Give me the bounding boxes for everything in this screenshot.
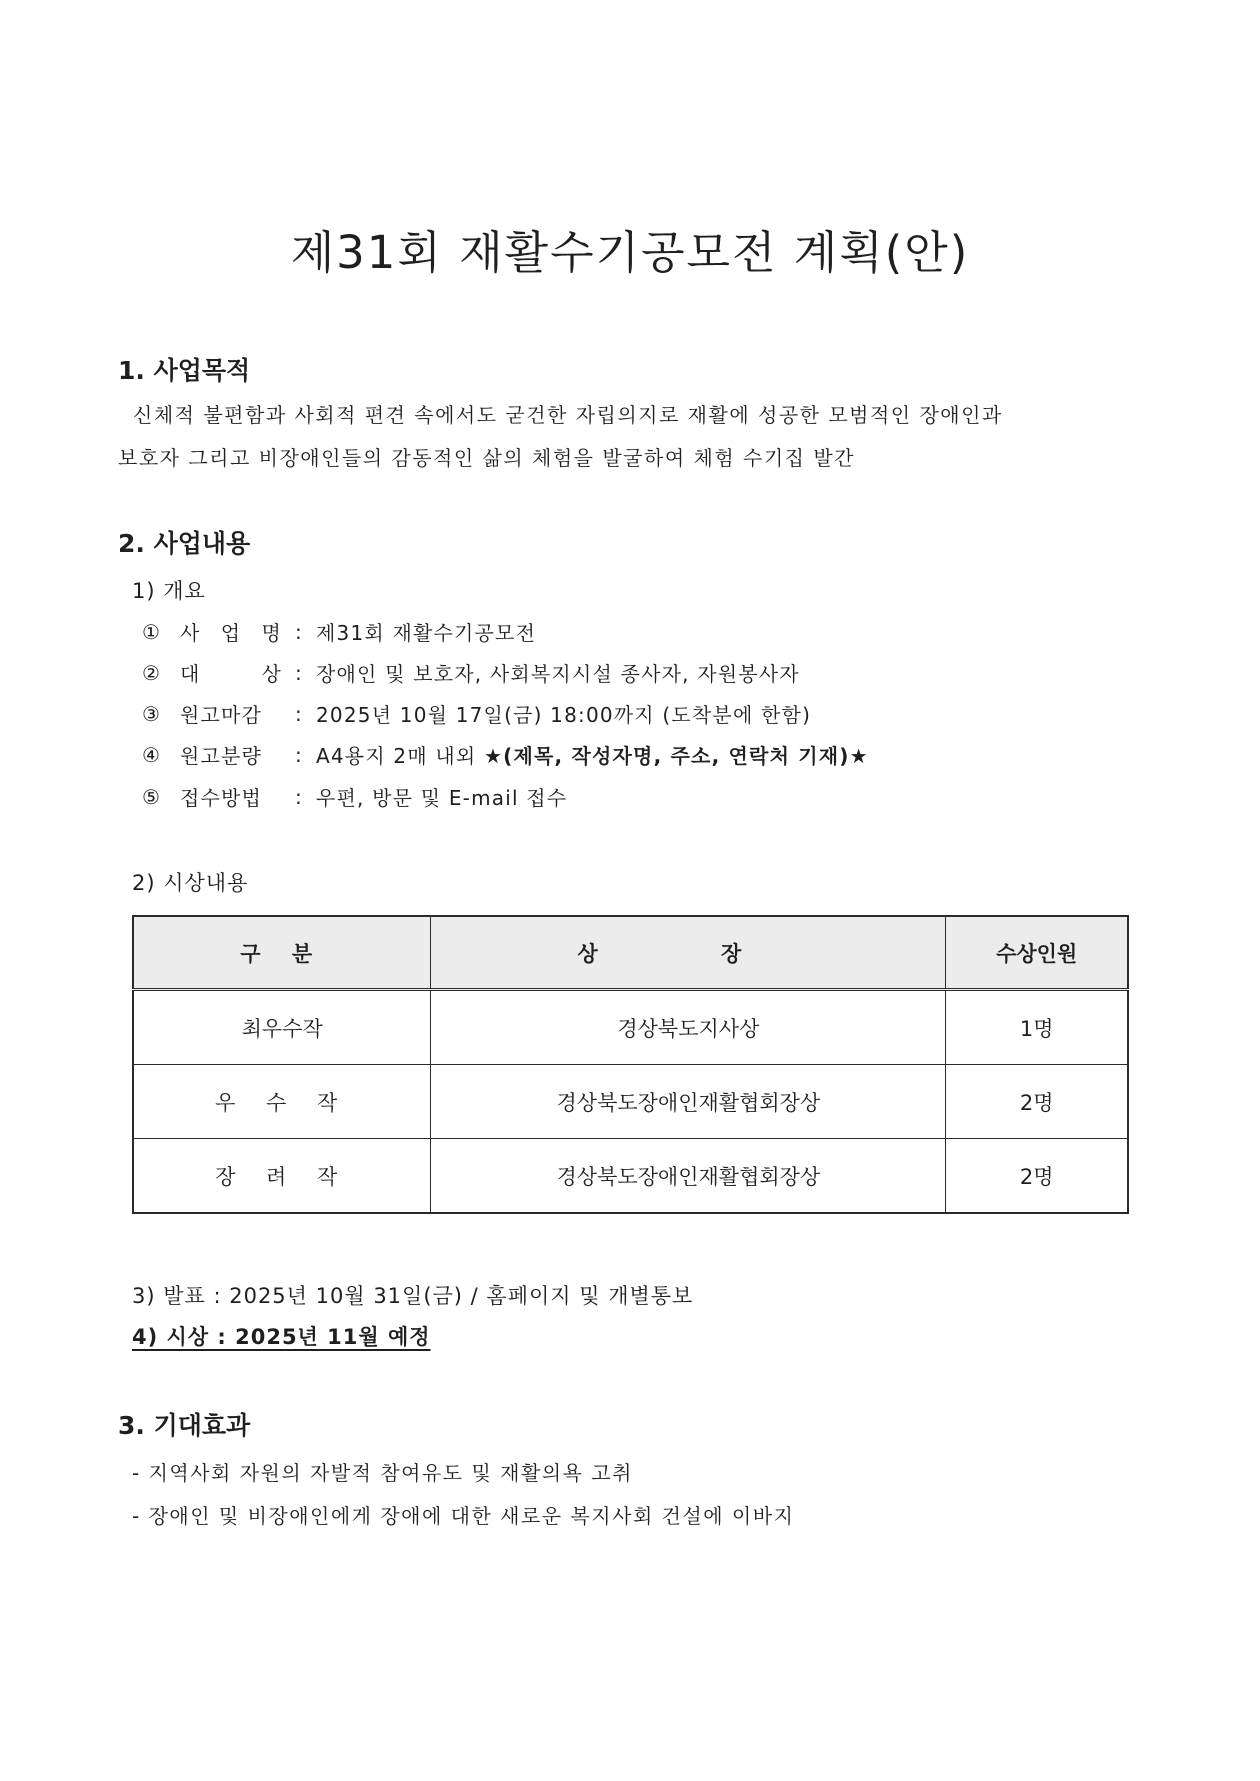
expected-effect-item: - 지역사회 자원의 자발적 참여유도 및 재활의욕 고취: [132, 1461, 633, 1485]
section3-heading: 3. 기대효과: [118, 1411, 251, 1440]
table-cell: 경상북도지사상: [431, 990, 946, 1065]
section2-heading: 2. 사업내용: [118, 529, 251, 558]
item-number: ⑤: [142, 784, 162, 809]
table-row: [133, 1065, 1128, 1139]
overview-item-deadline: ③ 원고마감 : 2025년 10월 17일(금) 18:00까지 (도착분에 한함): [142, 699, 811, 728]
item-value: 2025년 10월 17일(금) 18:00까지 (도착분에 한함): [316, 703, 812, 727]
column-header: 상 장: [431, 916, 946, 990]
item-label: 원고마감: [180, 703, 263, 727]
overview-item-target: ② 대 상 : 장애인 및 보호자, 사회복지시설 종사자, 자원봉사자: [142, 658, 800, 687]
column-header: 구 분: [133, 916, 431, 990]
table-row: [133, 1139, 1128, 1214]
table-cell: 최우수작: [133, 990, 431, 1065]
overview-heading: 1) 개요: [132, 579, 206, 603]
item-number: ③: [142, 701, 162, 726]
item-number: ④: [142, 742, 162, 767]
overview-item-method: ⑤ 접수방법 : 우편, 방문 및 E-mail 접수: [142, 782, 567, 811]
item-label: 사 업 명: [180, 621, 282, 645]
column-header: 수상인원: [946, 916, 1128, 990]
table-cell: 경상북도장애인재활협회장상: [431, 1139, 946, 1214]
ceremony-line: 4) 시상 : 2025년 11월 예정: [132, 1325, 431, 1349]
item-number: ①: [142, 619, 162, 644]
overview-item-length: ④ 원고분량 : A4용지 2매 내외 ★(제목, 작성자명, 주소, 연락처 기재)★: [142, 740, 869, 769]
table-row: [133, 990, 1128, 1065]
awards-heading: 2) 시상내용: [132, 871, 249, 895]
table-cell: 경상북도장애인재활협회장상: [431, 1065, 946, 1139]
section1-text-line1: 신체적 불편함과 사회적 편견 속에서도 굳건한 자립의지로 재활에 성공한 모범적인 장애인과: [133, 403, 1003, 427]
section1-heading: 1. 사업목적: [118, 356, 251, 385]
table-cell: 장 려 작: [133, 1139, 431, 1214]
table-cell: 2명: [946, 1065, 1128, 1139]
item-value-emphasis: ★(제목, 작성자명, 주소, 연락처 기재)★: [484, 744, 869, 768]
expected-effect-item: - 장애인 및 비장애인에게 장애에 대한 새로운 복지사회 건설에 이바지: [132, 1504, 795, 1528]
item-label: 접수방법: [180, 786, 263, 810]
item-value: A4용지 2매 내외: [316, 744, 485, 768]
overview-item-name: ① 사 업 명 : 제31회 재활수기공모전: [142, 617, 536, 646]
item-label: 대 상: [180, 662, 282, 686]
section1-text-line2: 보호자 그리고 비장애인들의 감동적인 삶의 체험을 발굴하여 체험 수기집 발간: [118, 446, 855, 470]
document-title: 제31회 재활수기공모전 계획(안): [290, 226, 970, 279]
table-cell: 우 수 작: [133, 1065, 431, 1139]
table-cell: 1명: [946, 990, 1128, 1065]
item-value: 장애인 및 보호자, 사회복지시설 종사자, 자원봉사자: [316, 662, 800, 686]
item-value: 제31회 재활수기공모전: [316, 621, 537, 645]
table-header-row: [133, 916, 1128, 990]
item-number: ②: [142, 660, 162, 685]
awards-table: [132, 915, 1129, 1214]
item-label: 원고분량: [180, 744, 263, 768]
announcement-line: 3) 발표 : 2025년 10월 31일(금) / 홈페이지 및 개별통보: [132, 1284, 694, 1308]
table-cell: 2명: [946, 1139, 1128, 1214]
item-value: 우편, 방문 및 E-mail 접수: [316, 786, 568, 810]
